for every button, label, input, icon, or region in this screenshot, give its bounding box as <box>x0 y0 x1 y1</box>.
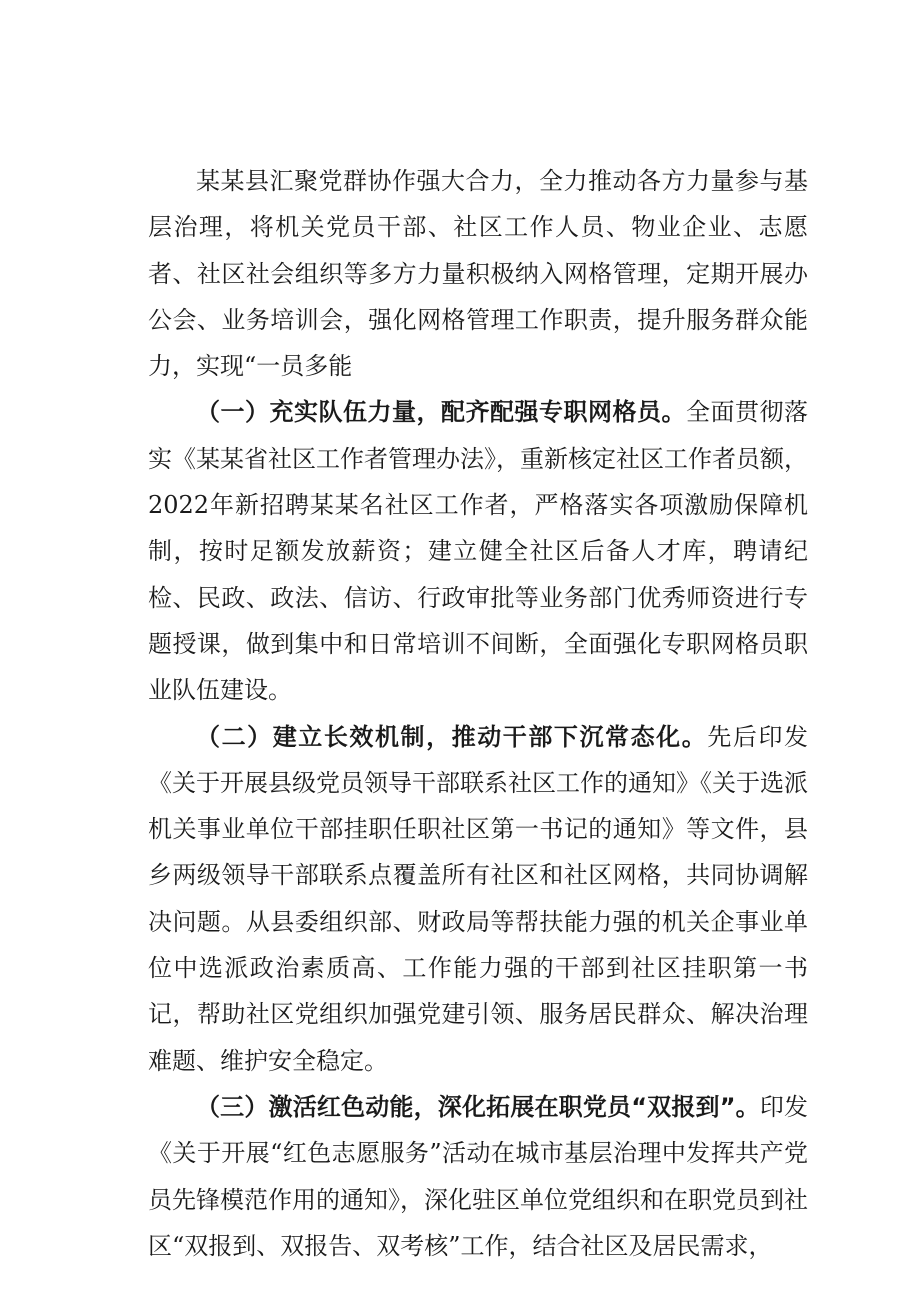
paragraph-section-1 <box>148 389 808 713</box>
document-page <box>148 158 808 1269</box>
paragraph-section-3 <box>148 1084 808 1269</box>
section-3-heading: （三）激活红色动能，深化拓展在职党员“双报到”。 <box>196 1092 760 1121</box>
section-3-body: 印发《关于开展“红色志愿服务”活动在城市基层治理中发挥共产党员先锋模范作用的通知》，深化驻区单位党组织和在职党员到社区“双报到、双报告、双考核”工作，结合社区及居民需求， <box>148 1092 809 1260</box>
paragraph-section-2 <box>148 714 808 1084</box>
paragraph-intro-body: 某某县汇聚党群协作强大合力，全力推动各方力量参与基层治理，将机关党员干部、社区工作人员、物业企业、志愿者、社区社会组织等多方力量积极纳入网格管理，定期开展办公会、业务培训会，强化网格管理工作职责，提升服务群众能力，实现“一员多能 <box>148 167 808 381</box>
paragraph-intro <box>148 158 808 389</box>
section-2-body: 先后印发《关于开展县级党员领导干部联系社区工作的通知》《关于选派机关事业单位干部挂职任职社区第一书记的通知》等文件，县乡两级领导干部联系点覆盖所有社区和社区网格，共同协调解决问题。从县委组织部、财政局等帮扶能力强的机关企事业单位中选派政治素质高、工作能力强的干部到社区挂职第一书记，帮助社区党组织加强党建引领、服务居民群众、解决治理难题、维护安全稳定。 <box>148 722 809 1075</box>
section-2-heading: （二）建立长效机制，推动干部下沉常态化。 <box>196 722 708 751</box>
section-1-heading: （一）充实队伍力量，配齐配强专职网格员。 <box>196 398 686 427</box>
section-1-body: 全面贯彻落实《某某省社区工作者管理办法》，重新核定社区工作者员额，2022年新招聘某某名社区工作者，严格落实各项激励保障机制，按时足额发放薪资；建立健全社区后备人才库，聘请纪检、民政、政法、信访、行政审批等业务部门优秀师资进行专题授课，做到集中和日常培训不间断，全面强化专职网格员职业队伍建设。 <box>148 398 808 705</box>
